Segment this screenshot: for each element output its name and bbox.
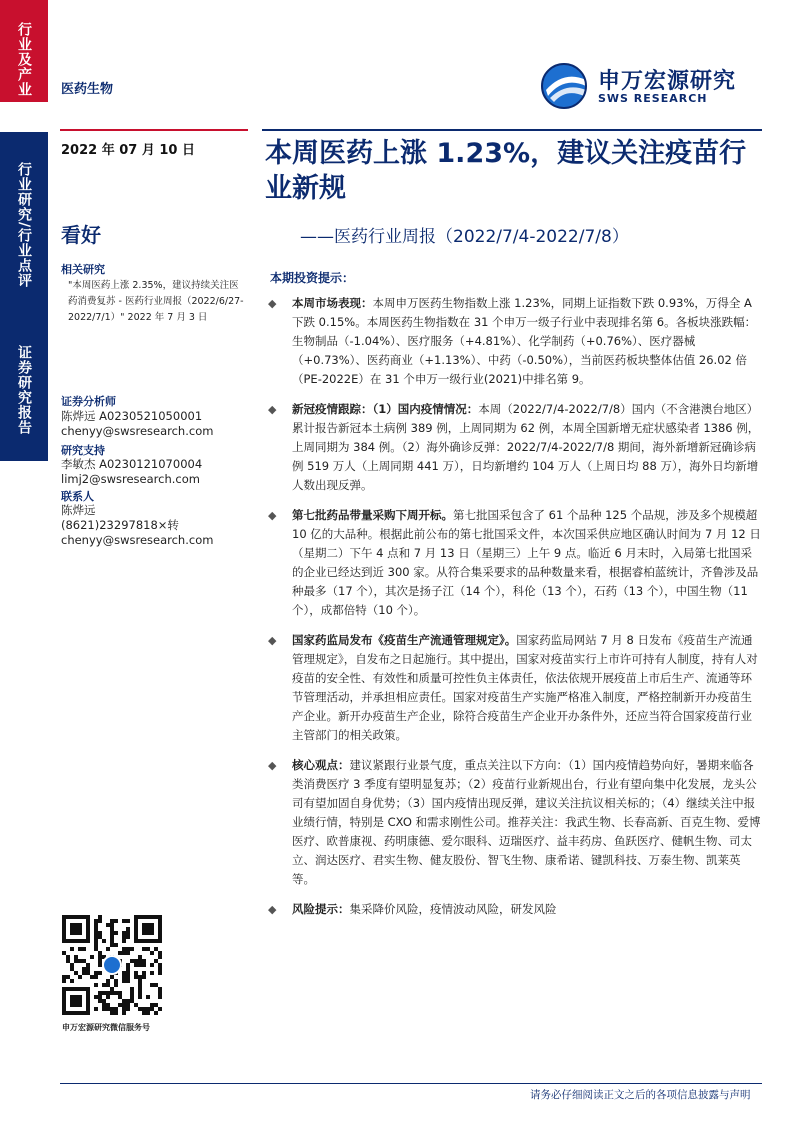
list-item [262,631,762,745]
logo-name-en: SWS RESEARCH [598,92,708,105]
item-text: 集采降价风险，疫情波动风险，研发风险 [349,902,557,916]
list-item [262,294,762,389]
investment-hint-heading: 本期投资提示： [270,271,355,285]
item-heading: 新冠疫情跟踪：（1）国内疫情情况： [292,402,479,416]
report-type-label: 行业研究/行业点评 [16,162,32,289]
analyst-name: 陈烨远 A0230521050001 [61,409,203,423]
qr-caption: 申万宏源研究微信服务号 [62,1023,150,1032]
contact-heading: 联系人 [61,490,94,503]
related-research-heading: 相关研究 [61,263,105,276]
qr-code-icon [62,915,162,1015]
report-date: 2022 年 07 月 10 日 [61,143,195,158]
header-rule-right [262,129,762,131]
item-heading: 核心观点： [292,758,350,772]
list-item [262,900,762,919]
logo-emblem-icon [540,62,592,110]
list-item [262,400,762,495]
report-class-band [0,321,48,461]
support-name: 李敏杰 A0230121070004 [61,457,203,471]
list-item [262,506,762,620]
analyst-email: chenyy@swsresearch.com [61,424,214,438]
list-item [262,756,762,889]
report-subtitle: ——医药行业周报（2022/7/4-2022/7/8） [300,227,629,247]
bullet-icon: ◆ [268,634,277,647]
item-text: 本周（2022/7/4-2022/7/8）国内（不含港澳台地区）累计报告新冠本土病例 389 例，上周同期为 62 例，本周全国新增无症状感染者 1386 例，上周同期为 384 例。（2）海外确诊反弹：2022/7/4-2022/7/8 期间，海外新增新冠确诊病例 519 万人（上周同期 441 万），日均新增约 104 万人（上周日均 88 万），海外日均新增人数出现反弹。 [292,402,760,492]
contact-name: 陈烨远 [61,503,96,517]
bullet-icon: ◆ [268,759,277,772]
company-logo [540,62,750,110]
item-text: 本周申万医药生物指数上涨 1.23%，同期上证指数下跌 0.93%，万得全 A 下跌 0.15%。本周医药生物指数在 31 个申万一级子行业中表现排名第 6。各板块涨跌幅：生物制品（-1.04%）、医疗服务（+4.81%）、化学制药（+0.76%）、医疗器械（+0.73%）、医药商业（+1.13%）、中药（-0.50%），当前医药板块整体估值 26.02 倍（PE-2022E）在 31 个申万一级行业(2021)中排名第 9。 [292,296,757,386]
bullet-icon: ◆ [268,509,277,522]
header-rule-left [60,129,248,131]
analyst-heading: 证券分析师 [61,395,116,408]
support-heading: 研究支持 [61,444,105,457]
item-heading: 风险提示： [292,902,350,916]
industry-rating: 看好 [61,223,101,247]
report-title: 本周医药上涨 1.23%，建议关注疫苗行业新规 [265,138,747,204]
support-email: limj2@swsresearch.com [61,472,200,486]
investment-hints-list [262,294,762,930]
wechat-qr-code [62,915,162,1015]
bullet-icon: ◆ [268,297,277,310]
item-text: 建议紧跟行业景气度，重点关注以下方向：（1）国内疫情趋势向好，暑期来临各类消费医疗 3 季度有望明显复苏；（2）疫苗行业新规出台，行业有望向集中化发展，龙头公司有望加固自身优势；（3）国内疫情出现反弹，建议关注抗议相关标的；（4）继续关注中报业绩行情，特别是 CXO 和需求刚性公司。推荐关注：我武生物、长春高新、百克生物、爱博医疗、欧普康视、药明康德、爱尔眼科、迈瑞医疗、益丰药房、鱼跃医疗、健帆生物、司太立、润达医疗、君实生物、健友股份、智飞生物、康希诺、键凯科技、万泰生物、凯莱英等。 [292,758,761,886]
category-band [0,0,48,102]
item-heading: 本周市场表现： [292,296,373,310]
item-heading: 国家药监局发布《疫苗生产流通管理规定》。 [292,633,517,647]
disclaimer-link[interactable]: 请务必仔细阅读正文之后的各项信息披露与声明 [530,1089,751,1101]
contact-phone: (8621)23297818×转 [61,518,179,532]
sector-label: 医药生物 [61,82,114,97]
related-research-text: "本周医药上涨 2.35%，建议持续关注医药消费复苏 - 医药行业周报（2022/6/27-2022/7/1）" 2022 年 7 月 3 日 [68,280,244,323]
item-text: 国家药监局网站 7 月 8 日发布《疫苗生产流通管理规定》，自发布之日起施行。其中提出，国家对疫苗实行上市许可持有人制度，持有人对疫苗的安全性、有效性和质量可控性负主体责任，依法依规开展疫苗上市后生产、流通等环节管理活动，并承担相应责任。国家对疫苗生产实施严格准入制度，严格控制新开办疫苗生产企业。新开办疫苗生产企业，除符合疫苗生产企业开办条件外，还应当符合国家疫苗行业主管部门的相关政策。 [292,633,758,742]
report-type-band [0,132,48,321]
bullet-icon: ◆ [268,403,277,416]
category-label: 行业及产业 [16,22,32,97]
report-class-label: 证券研究报告 [16,345,32,435]
footer-rule [60,1083,762,1084]
bullet-icon: ◆ [268,903,277,916]
item-text: 第七批国采包含了 61 个品种 125 个品规，涉及多个规模超 10 亿的大品种。根据此前公布的第七批国采文件，本次国采供应地区确认时间为 7 月 12 日（星期二）下午 4 点和 7 月 13 日（星期三）上午 9 点。临近 6 月末时，入局第七批国采的企业已经达到近 300 家。从符合集采要求的品种数量来看，根据睿柏蓝统计，齐鲁涉及品种最多（17 个），其次是扬子江（14 个），科伦（13 个），石药（13 个），中国生物（11 个），成都倍特（10 个）。 [292,508,761,617]
item-heading: 第七批药品带量采购下周开标。 [292,508,453,522]
logo-name-cn: 申万宏源研究 [598,69,737,94]
contact-email: chenyy@swsresearch.com [61,533,214,547]
